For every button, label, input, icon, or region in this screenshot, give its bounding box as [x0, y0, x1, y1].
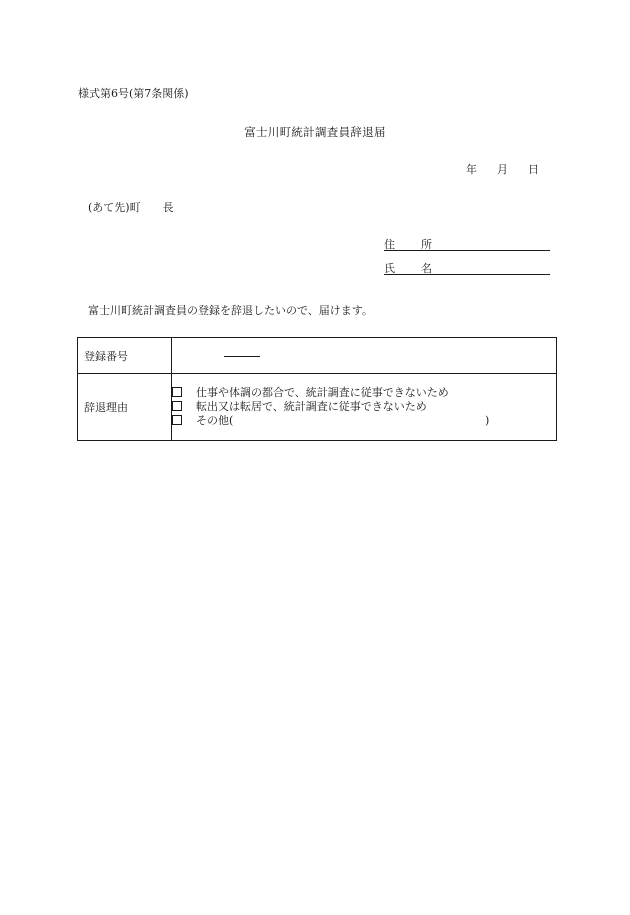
form-number: 様式第6号(第7条関係) — [78, 87, 189, 100]
address-field[interactable] — [384, 236, 550, 251]
reason-option-3[interactable] — [172, 414, 556, 428]
name-label-2: 名 — [421, 262, 432, 275]
date-month-label: 月 — [497, 163, 508, 176]
registration-dash — [224, 356, 260, 357]
date-day-label: 日 — [528, 163, 539, 176]
reason-2-text: 転出又は転居で、統計調査に従事できないため — [196, 400, 427, 413]
reason-1-checkbox[interactable] — [172, 387, 182, 397]
other-close-paren: ) — [485, 414, 490, 427]
reason-row — [78, 374, 557, 441]
resignation-table — [77, 337, 557, 441]
registration-label: 登録番号 — [78, 338, 172, 374]
reason-1-text: 仕事や体調の都合で、統計調査に従事できないため — [196, 386, 449, 399]
addressee-prefix: (あて先)町 — [88, 201, 141, 214]
date-year-label: 年 — [466, 163, 477, 176]
addressee — [88, 199, 174, 215]
reason-3-checkbox[interactable] — [172, 415, 182, 425]
address-label-2: 所 — [421, 238, 432, 251]
reason-3-text: その他( — [196, 414, 234, 427]
registration-value-cell[interactable] — [172, 338, 557, 374]
date-field — [466, 161, 539, 177]
reason-2-checkbox[interactable] — [172, 401, 182, 411]
reason-label: 辞退理由 — [78, 374, 172, 441]
registration-row — [78, 338, 557, 374]
reason-options — [172, 374, 557, 441]
addressee-suffix: 長 — [162, 201, 174, 214]
name-field[interactable] — [384, 260, 550, 275]
document-title: 富士川町統計調査員辞退届 — [244, 125, 386, 139]
reason-option-1[interactable] — [172, 386, 556, 400]
address-label-1: 住 — [384, 238, 395, 251]
name-label-1: 氏 — [384, 262, 395, 275]
statement-text: 富士川町統計調査員の登録を辞退したいので、届けます。 — [88, 304, 373, 317]
reason-option-2[interactable] — [172, 400, 556, 414]
